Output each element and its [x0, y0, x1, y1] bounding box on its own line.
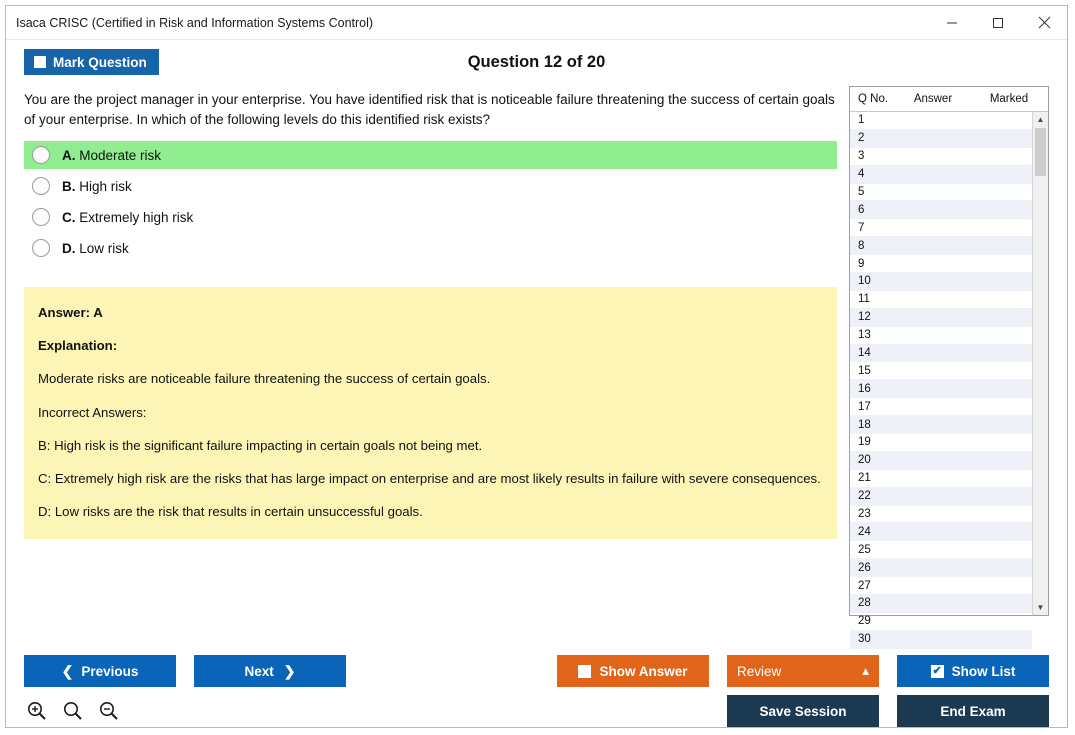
- column-header-answer: Answer: [913, 93, 953, 105]
- option-row-c[interactable]: [24, 203, 837, 231]
- question-list-row[interactable]: [850, 255, 1032, 273]
- show-list-checkbox-icon: ✔: [932, 664, 942, 677]
- question-number-cell: 6: [858, 203, 865, 216]
- previous-button[interactable]: [24, 655, 176, 687]
- question-number-cell: 27: [858, 579, 871, 592]
- question-text: You are the project manager in your enterprise. You have identified risk that is noticeable failure threatening the success of certain goals of your enterprise. In which of the following levels do this identified risk exists?: [24, 92, 835, 127]
- window-title: Isaca CRISC (Certified in Risk and Information Systems Control): [16, 15, 374, 30]
- option-text-d: Low risk: [79, 240, 129, 256]
- review-dropdown-button[interactable]: [727, 655, 879, 687]
- show-answer-checkbox-icon: [578, 665, 591, 678]
- question-number-cell: 5: [858, 186, 865, 198]
- question-number-cell: 21: [858, 472, 871, 485]
- question-number-cell: 13: [858, 329, 871, 342]
- question-list-row[interactable]: [850, 309, 1032, 327]
- question-number-cell: 8: [858, 239, 865, 252]
- question-list-row[interactable]: [850, 380, 1032, 398]
- question-number-cell: 16: [858, 382, 871, 395]
- option-letter-c: C.: [62, 209, 76, 225]
- question-list-row[interactable]: [850, 398, 1032, 416]
- question-number-cell: 23: [858, 508, 871, 521]
- question-list-row[interactable]: [850, 631, 1032, 649]
- answer-options-list: [24, 141, 837, 265]
- question-list-row[interactable]: [850, 201, 1032, 219]
- question-list-panel: [849, 86, 1049, 646]
- chevron-right-icon: ❯: [283, 662, 296, 679]
- radio-icon-b[interactable]: [32, 177, 50, 195]
- main-content: [6, 40, 1067, 727]
- chevron-left-icon: ❮: [61, 662, 74, 679]
- question-list-row[interactable]: [850, 237, 1032, 255]
- explanation-label: Explanation:: [38, 338, 118, 354]
- show-answer-label: Show Answer: [599, 663, 688, 679]
- show-list-label: Show List: [951, 663, 1016, 679]
- question-number-cell: 4: [858, 168, 865, 181]
- question-number-cell: 7: [858, 221, 865, 234]
- question-number-cell: 9: [858, 257, 865, 270]
- question-number-cell: 17: [858, 400, 871, 413]
- option-label-d: [62, 241, 129, 256]
- question-number-cell: 26: [858, 561, 871, 574]
- option-label-a: [62, 148, 161, 163]
- question-list-row[interactable]: [850, 613, 1032, 631]
- body-split: [6, 84, 1067, 651]
- question-list-row[interactable]: [850, 362, 1032, 380]
- question-number-cell: 28: [858, 597, 871, 610]
- question-number-cell: 25: [858, 543, 871, 556]
- option-text-a: Moderate risk: [79, 147, 162, 163]
- question-list-row[interactable]: [850, 523, 1032, 541]
- question-list-row[interactable]: [850, 112, 1032, 130]
- question-list-row[interactable]: [850, 148, 1032, 166]
- save-session-button[interactable]: [727, 695, 879, 727]
- review-label: Review: [737, 663, 782, 679]
- question-list-row[interactable]: [850, 166, 1032, 184]
- navigation-button-row: [24, 655, 1049, 687]
- question-number-cell: 24: [858, 525, 871, 538]
- question-list-row[interactable]: [850, 291, 1032, 309]
- end-exam-button[interactable]: [897, 695, 1049, 727]
- question-toolbar: [6, 40, 1067, 84]
- zoom-reset-icon[interactable]: [60, 698, 86, 724]
- question-list-row[interactable]: [850, 184, 1032, 202]
- question-number-cell: 18: [858, 418, 871, 431]
- zoom-in-icon[interactable]: [24, 698, 50, 724]
- question-list-row[interactable]: [850, 595, 1032, 613]
- scroll-up-icon[interactable]: ▲: [1036, 115, 1045, 124]
- question-number-cell: 30: [858, 633, 871, 646]
- session-button-row: [24, 695, 1049, 727]
- zoom-out-icon[interactable]: [96, 698, 122, 724]
- question-list-row[interactable]: [850, 506, 1032, 524]
- option-row-d[interactable]: [24, 234, 837, 262]
- question-list-body: [850, 112, 1048, 646]
- previous-button-label: Previous: [81, 663, 139, 679]
- answer-explanation-panel: [24, 287, 837, 539]
- question-list-row[interactable]: [850, 434, 1032, 452]
- question-list-row[interactable]: [850, 416, 1032, 434]
- question-number-cell: 20: [858, 454, 871, 467]
- question-list-row[interactable]: [850, 327, 1032, 345]
- exam-application-window: [5, 5, 1068, 728]
- option-label-b: [62, 179, 132, 194]
- next-button[interactable]: [194, 655, 346, 687]
- bottom-toolbar: [6, 651, 1067, 727]
- mark-question-checkbox-icon: [34, 56, 46, 68]
- window-controls: [929, 6, 1067, 39]
- column-header-qno: Q No.: [858, 93, 889, 105]
- question-number-cell: 3: [858, 150, 865, 163]
- question-list-row[interactable]: [850, 577, 1032, 595]
- option-row-b[interactable]: [24, 172, 837, 200]
- question-number-cell: 22: [858, 490, 871, 503]
- question-list-row[interactable]: [850, 345, 1032, 363]
- mark-question-label: Mark Question: [53, 54, 147, 70]
- question-number-cell: 19: [858, 436, 871, 449]
- question-number-cell: 12: [858, 311, 871, 324]
- close-icon[interactable]: [1021, 6, 1067, 39]
- question-list-row[interactable]: [850, 488, 1032, 506]
- explanation-paragraph-1: Moderate risks are noticeable failure threatening the success of certain goals.: [38, 371, 491, 387]
- radio-icon-c[interactable]: [32, 208, 50, 226]
- mark-question-button[interactable]: [24, 49, 159, 75]
- option-letter-a: A.: [62, 147, 76, 163]
- maximize-icon[interactable]: [975, 6, 1021, 39]
- end-exam-label: End Exam: [940, 703, 1006, 719]
- question-list-row[interactable]: [850, 452, 1032, 470]
- scrollbar-thumb[interactable]: [1035, 128, 1046, 176]
- minimize-icon[interactable]: [929, 6, 975, 39]
- save-session-label: Save Session: [759, 703, 847, 719]
- option-label-c: [62, 210, 193, 225]
- question-list-row[interactable]: [850, 273, 1032, 291]
- next-button-label: Next: [244, 663, 274, 679]
- explanation-paragraph-2: Incorrect Answers:: [38, 404, 147, 420]
- question-pane: [24, 84, 837, 651]
- question-number-cell: 14: [858, 347, 871, 360]
- question-number-cell: 11: [858, 293, 870, 306]
- option-text-c: Extremely high risk: [79, 209, 194, 225]
- option-text-b: High risk: [79, 178, 132, 194]
- question-number-cell: 1: [858, 114, 865, 127]
- show-answer-button[interactable]: [557, 655, 709, 687]
- show-list-button[interactable]: [897, 655, 1049, 687]
- question-number-cell: 29: [858, 615, 871, 628]
- answer-line: Answer: A: [38, 305, 103, 321]
- option-row-a[interactable]: [24, 141, 837, 169]
- radio-icon-a[interactable]: [32, 146, 50, 164]
- question-list-header: [850, 87, 1048, 112]
- question-number-cell: 2: [858, 132, 865, 145]
- question-list-row[interactable]: [850, 219, 1032, 237]
- question-number-cell: 15: [858, 364, 871, 377]
- question-list-row[interactable]: [850, 541, 1032, 559]
- chevron-up-icon: ▴: [862, 663, 869, 678]
- question-list-row[interactable]: [850, 130, 1032, 148]
- question-list-rows[interactable]: [850, 112, 1032, 646]
- zoom-controls: [24, 698, 122, 724]
- radio-icon-d[interactable]: [32, 239, 50, 257]
- question-counter-heading: Question 12 of 20: [467, 52, 606, 71]
- explanation-paragraph-3: B: High risk is the significant failure impacting in certain goals not being met.: [38, 437, 483, 453]
- question-list-row[interactable]: [850, 559, 1032, 577]
- explanation-paragraph-5: D: Low risks are the risk that results in certain unsuccessful goals.: [38, 503, 423, 519]
- question-list-scrollbar[interactable]: [1032, 112, 1048, 615]
- option-letter-b: B.: [62, 178, 76, 194]
- explanation-paragraph-4: C: Extremely high risk are the risks that has large impact on enterprise and are most likely results in failure with severe consequences.: [38, 470, 821, 486]
- column-header-marked: Marked: [989, 93, 1029, 105]
- option-letter-d: D.: [62, 240, 76, 256]
- question-list-row[interactable]: [850, 470, 1032, 488]
- question-number-cell: 10: [858, 275, 871, 288]
- scroll-down-icon[interactable]: ▼: [1036, 603, 1045, 612]
- title-bar: [6, 6, 1067, 40]
